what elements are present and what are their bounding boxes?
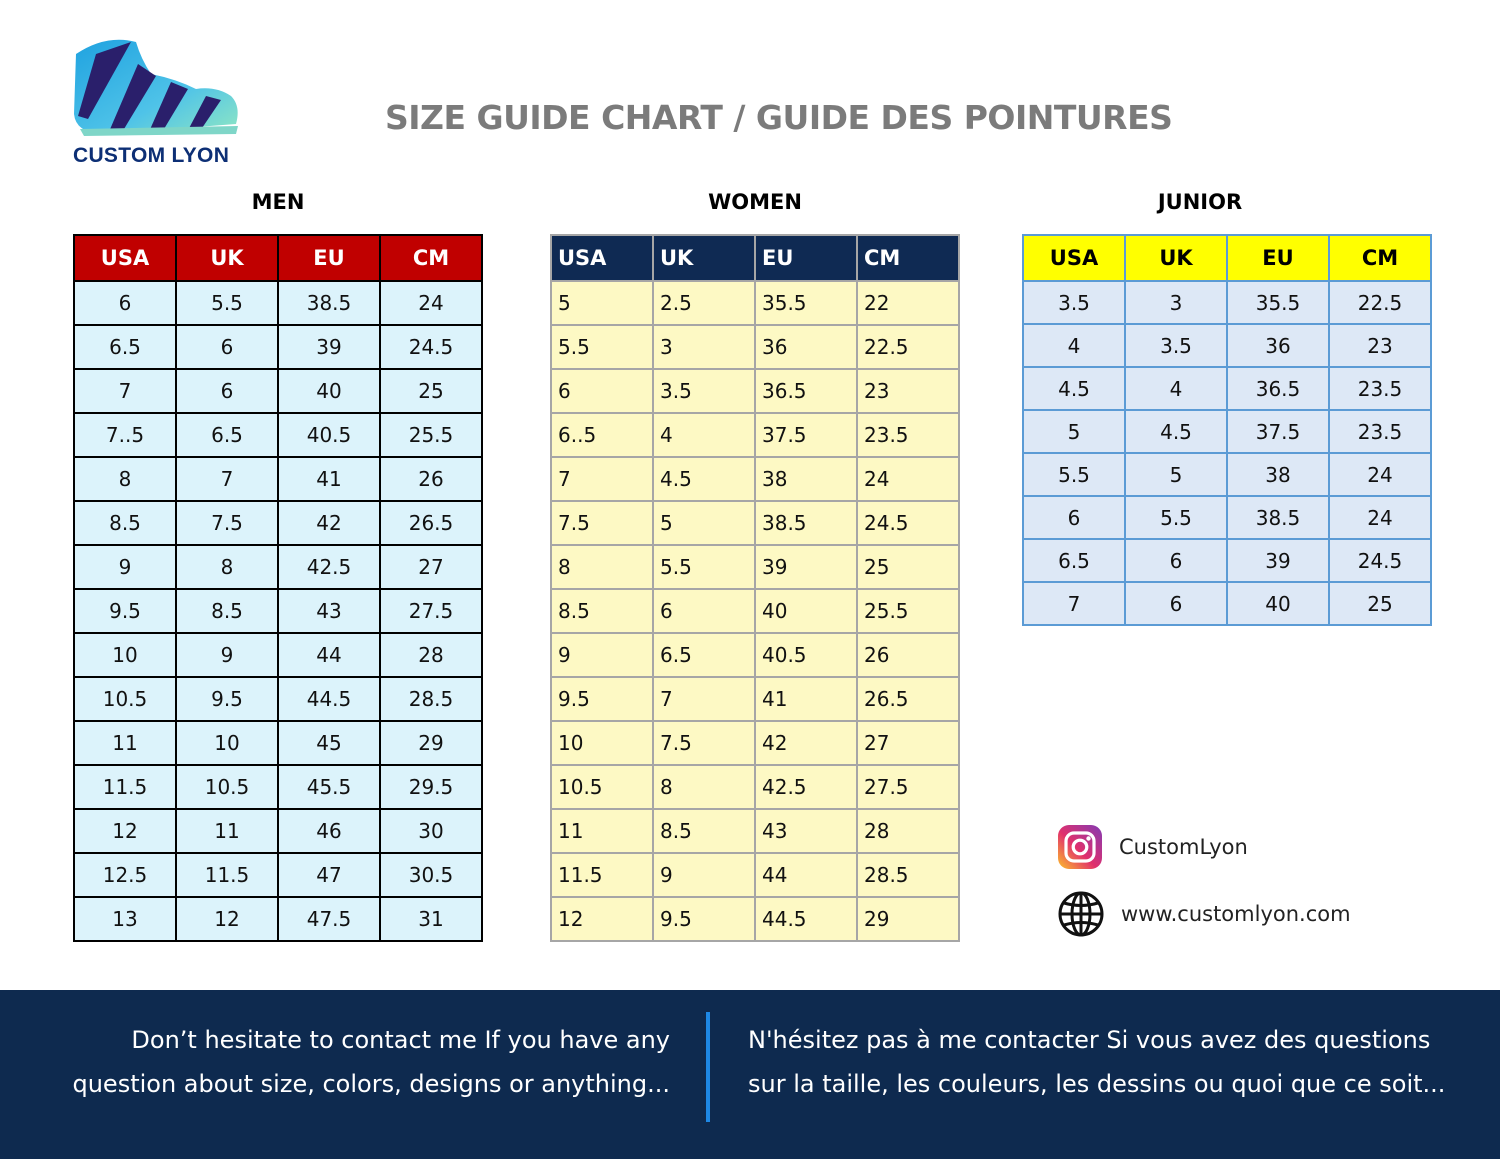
cell-eu: 36: [755, 325, 857, 369]
cell-cm: 27.5: [857, 765, 959, 809]
cell-usa: 11.5: [74, 765, 176, 809]
cell-usa: 8.5: [551, 589, 653, 633]
cell-usa: 6..5: [551, 413, 653, 457]
cell-eu: 37.5: [1227, 410, 1329, 453]
cell-usa: 10.5: [74, 677, 176, 721]
cell-uk: 5.5: [176, 281, 278, 325]
cell-eu: 45.5: [278, 765, 380, 809]
cell-usa: 13: [74, 897, 176, 941]
column-header-usa: USA: [551, 235, 653, 281]
cell-cm: 25: [1329, 582, 1431, 625]
cell-eu: 38: [755, 457, 857, 501]
cell-uk: 6: [1125, 582, 1227, 625]
cell-eu: 38.5: [755, 501, 857, 545]
table-row: [74, 281, 482, 325]
cell-cm: 23: [857, 369, 959, 413]
cell-uk: 10.5: [176, 765, 278, 809]
cell-uk: 8.5: [653, 809, 755, 853]
table-row: [74, 589, 482, 633]
column-header-eu: EU: [278, 235, 380, 281]
cell-cm: 23.5: [857, 413, 959, 457]
column-header-eu: EU: [755, 235, 857, 281]
cell-uk: 6: [176, 369, 278, 413]
women-title: WOMEN: [708, 190, 802, 214]
cell-usa: 8.5: [74, 501, 176, 545]
cell-uk: 8: [653, 765, 755, 809]
cell-usa: 6: [551, 369, 653, 413]
cell-cm: 26.5: [380, 501, 482, 545]
cell-eu: 43: [755, 809, 857, 853]
cell-eu: 38: [1227, 453, 1329, 496]
cell-cm: 31: [380, 897, 482, 941]
cell-usa: 7: [74, 369, 176, 413]
cell-eu: 46: [278, 809, 380, 853]
cell-uk: 6.5: [653, 633, 755, 677]
cell-eu: 37.5: [755, 413, 857, 457]
cell-cm: 24: [380, 281, 482, 325]
cell-uk: 9.5: [653, 897, 755, 941]
cell-usa: 7.5: [551, 501, 653, 545]
cell-cm: 28.5: [857, 853, 959, 897]
cell-eu: 35.5: [1227, 281, 1329, 324]
column-header-eu: EU: [1227, 235, 1329, 281]
cell-cm: 26.5: [857, 677, 959, 721]
cell-usa: 9: [74, 545, 176, 589]
junior-title: JUNIOR: [1157, 190, 1243, 214]
cell-cm: 28.5: [380, 677, 482, 721]
cell-cm: 27: [380, 545, 482, 589]
cell-uk: 6: [653, 589, 755, 633]
table-row: [551, 853, 959, 897]
cell-usa: 7..5: [74, 413, 176, 457]
table-row: [74, 369, 482, 413]
cell-usa: 6.5: [1023, 539, 1125, 582]
cell-eu: 36.5: [1227, 367, 1329, 410]
cell-eu: 35.5: [755, 281, 857, 325]
cell-uk: 5: [1125, 453, 1227, 496]
cell-cm: 23: [1329, 324, 1431, 367]
cell-cm: 25.5: [857, 589, 959, 633]
footer-message-fr: [748, 1018, 1488, 1106]
table-row: [1023, 539, 1431, 582]
cell-cm: 29: [380, 721, 482, 765]
cell-uk: 4: [653, 413, 755, 457]
cell-uk: 5.5: [1125, 496, 1227, 539]
cell-usa: 11.5: [551, 853, 653, 897]
cell-uk: 8.5: [176, 589, 278, 633]
table-row: [551, 281, 959, 325]
website-link[interactable]: [1057, 890, 1351, 938]
footer-fr-line-1: N'hésitez pas à me contacter Si vous avez des questions: [748, 1026, 1431, 1054]
cell-eu: 41: [278, 457, 380, 501]
instagram-link[interactable]: [1057, 824, 1248, 870]
cell-uk: 12: [176, 897, 278, 941]
table-row: [74, 853, 482, 897]
cell-eu: 47.5: [278, 897, 380, 941]
cell-cm: 25: [380, 369, 482, 413]
cell-eu: 42.5: [755, 765, 857, 809]
table-row: [551, 677, 959, 721]
cell-usa: 10: [551, 721, 653, 765]
cell-cm: 27: [857, 721, 959, 765]
instagram-handle: CustomLyon: [1119, 835, 1248, 859]
brand-name: CUSTOM LYON: [73, 144, 230, 167]
cell-uk: 5: [653, 501, 755, 545]
cell-usa: 10.5: [551, 765, 653, 809]
cell-usa: 11: [74, 721, 176, 765]
cell-eu: 40.5: [755, 633, 857, 677]
cell-uk: 2.5: [653, 281, 755, 325]
table-row: [1023, 453, 1431, 496]
cell-cm: 30.5: [380, 853, 482, 897]
table-row: [74, 677, 482, 721]
cell-cm: 26: [857, 633, 959, 677]
cell-uk: 5.5: [653, 545, 755, 589]
footer-banner: [0, 990, 1500, 1159]
cell-eu: 38.5: [278, 281, 380, 325]
cell-usa: 9: [551, 633, 653, 677]
table-row: [551, 633, 959, 677]
cell-eu: 39: [1227, 539, 1329, 582]
cell-uk: 10: [176, 721, 278, 765]
cell-usa: 5.5: [1023, 453, 1125, 496]
cell-cm: 28: [380, 633, 482, 677]
cell-cm: 24: [1329, 496, 1431, 539]
cell-usa: 6.5: [74, 325, 176, 369]
cell-uk: 8: [176, 545, 278, 589]
sneaker-logo-icon: [66, 34, 246, 144]
cell-eu: 44: [755, 853, 857, 897]
table-row: [74, 501, 482, 545]
cell-cm: 22: [857, 281, 959, 325]
cell-eu: 36: [1227, 324, 1329, 367]
cell-usa: 6: [74, 281, 176, 325]
cell-uk: 9: [176, 633, 278, 677]
cell-eu: 40: [755, 589, 857, 633]
cell-usa: 8: [74, 457, 176, 501]
cell-eu: 41: [755, 677, 857, 721]
table-row: [551, 325, 959, 369]
junior-size-table: [1022, 234, 1432, 626]
cell-cm: 27.5: [380, 589, 482, 633]
cell-uk: 9.5: [176, 677, 278, 721]
cell-usa: 5: [551, 281, 653, 325]
cell-uk: 4.5: [1125, 410, 1227, 453]
table-row: [74, 721, 482, 765]
footer-en-line-2: question about size, colors, designs or anything...: [72, 1070, 670, 1098]
cell-uk: 6: [176, 325, 278, 369]
cell-usa: 5.5: [551, 325, 653, 369]
table-row: [1023, 582, 1431, 625]
cell-uk: 3.5: [1125, 324, 1227, 367]
table-row: [551, 501, 959, 545]
table-row: [551, 589, 959, 633]
table-row: [74, 809, 482, 853]
table-row: [74, 545, 482, 589]
table-row: [551, 413, 959, 457]
cell-uk: 11.5: [176, 853, 278, 897]
table-row: [551, 765, 959, 809]
column-header-uk: UK: [653, 235, 755, 281]
cell-usa: 9.5: [551, 677, 653, 721]
cell-uk: 7.5: [176, 501, 278, 545]
cell-usa: 3.5: [1023, 281, 1125, 324]
cell-eu: 43: [278, 589, 380, 633]
table-row: [74, 633, 482, 677]
cell-usa: 12.5: [74, 853, 176, 897]
table-header-row: [551, 235, 959, 281]
cell-cm: 24.5: [1329, 539, 1431, 582]
table-row: [74, 457, 482, 501]
table-row: [1023, 367, 1431, 410]
cell-eu: 44.5: [278, 677, 380, 721]
cell-usa: 8: [551, 545, 653, 589]
column-header-cm: CM: [1329, 235, 1431, 281]
men-title: MEN: [251, 190, 305, 214]
cell-cm: 23.5: [1329, 410, 1431, 453]
cell-usa: 6: [1023, 496, 1125, 539]
cell-cm: 22.5: [857, 325, 959, 369]
cell-uk: 11: [176, 809, 278, 853]
page-title: SIZE GUIDE CHART / GUIDE DES POINTURES: [385, 98, 1173, 137]
table-header-row: [74, 235, 482, 281]
cell-eu: 42.5: [278, 545, 380, 589]
cell-usa: 12: [74, 809, 176, 853]
footer-fr-line-2: sur la taille, les couleurs, les dessins ou quoi que ce soit...: [748, 1070, 1446, 1098]
cell-cm: 23.5: [1329, 367, 1431, 410]
cell-eu: 36.5: [755, 369, 857, 413]
brand-logo: [66, 34, 246, 174]
cell-eu: 40.5: [278, 413, 380, 457]
cell-cm: 29.5: [380, 765, 482, 809]
cell-uk: 7.5: [653, 721, 755, 765]
footer-en-line-1: Don’t hesitate to contact me If you have any: [131, 1026, 670, 1054]
table-row: [551, 809, 959, 853]
column-header-usa: USA: [74, 235, 176, 281]
instagram-icon: [1057, 824, 1103, 870]
cell-eu: 39: [278, 325, 380, 369]
cell-uk: 3: [653, 325, 755, 369]
table-row: [551, 369, 959, 413]
cell-usa: 4.5: [1023, 367, 1125, 410]
table-row: [551, 721, 959, 765]
cell-cm: 26: [380, 457, 482, 501]
cell-cm: 24: [1329, 453, 1431, 496]
column-header-cm: CM: [380, 235, 482, 281]
cell-uk: 4: [1125, 367, 1227, 410]
table-row: [1023, 324, 1431, 367]
website-url: www.customlyon.com: [1121, 902, 1351, 926]
cell-eu: 38.5: [1227, 496, 1329, 539]
table-row: [551, 457, 959, 501]
cell-cm: 24: [857, 457, 959, 501]
cell-uk: 4.5: [653, 457, 755, 501]
cell-uk: 6.5: [176, 413, 278, 457]
footer-divider: [706, 1012, 710, 1122]
cell-eu: 42: [278, 501, 380, 545]
cell-cm: 29: [857, 897, 959, 941]
column-header-cm: CM: [857, 235, 959, 281]
table-row: [551, 897, 959, 941]
cell-usa: 9.5: [74, 589, 176, 633]
cell-cm: 24.5: [857, 501, 959, 545]
footer-message-en: [30, 1018, 670, 1106]
cell-cm: 25.5: [380, 413, 482, 457]
cell-usa: 7: [1023, 582, 1125, 625]
cell-uk: 3: [1125, 281, 1227, 324]
cell-cm: 25: [857, 545, 959, 589]
table-row: [1023, 410, 1431, 453]
cell-uk: 6: [1125, 539, 1227, 582]
globe-icon: [1057, 890, 1105, 938]
column-header-uk: UK: [176, 235, 278, 281]
table-row: [74, 325, 482, 369]
cell-usa: 4: [1023, 324, 1125, 367]
women-size-table: [550, 234, 960, 942]
cell-uk: 3.5: [653, 369, 755, 413]
cell-cm: 28: [857, 809, 959, 853]
men-size-table: [73, 234, 483, 942]
table-row: [551, 545, 959, 589]
table-row: [1023, 281, 1431, 324]
table-row: [74, 897, 482, 941]
cell-cm: 22.5: [1329, 281, 1431, 324]
cell-eu: 44.5: [755, 897, 857, 941]
cell-usa: 12: [551, 897, 653, 941]
table-row: [74, 413, 482, 457]
cell-usa: 11: [551, 809, 653, 853]
cell-eu: 47: [278, 853, 380, 897]
column-header-usa: USA: [1023, 235, 1125, 281]
table-row: [74, 765, 482, 809]
cell-eu: 40: [278, 369, 380, 413]
cell-uk: 9: [653, 853, 755, 897]
table-row: [1023, 496, 1431, 539]
cell-eu: 45: [278, 721, 380, 765]
cell-usa: 10: [74, 633, 176, 677]
cell-eu: 39: [755, 545, 857, 589]
column-header-uk: UK: [1125, 235, 1227, 281]
cell-usa: 5: [1023, 410, 1125, 453]
cell-cm: 24.5: [380, 325, 482, 369]
cell-eu: 44: [278, 633, 380, 677]
cell-usa: 7: [551, 457, 653, 501]
cell-eu: 40: [1227, 582, 1329, 625]
cell-uk: 7: [653, 677, 755, 721]
cell-cm: 30: [380, 809, 482, 853]
cell-uk: 7: [176, 457, 278, 501]
cell-eu: 42: [755, 721, 857, 765]
table-header-row: [1023, 235, 1431, 281]
